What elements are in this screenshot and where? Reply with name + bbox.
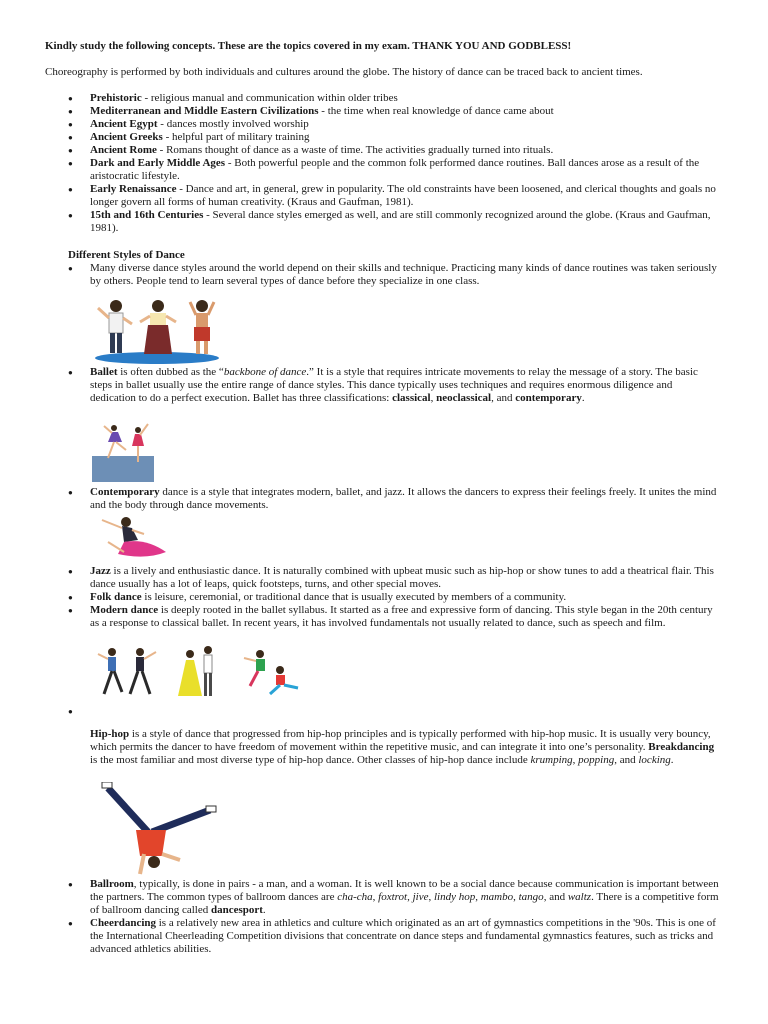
- modern-dance-illustration: [240, 646, 302, 700]
- list-item: ● Early Renaissance - Dance and art, in general, grew in popularity. The old constraints have been loosened, and clerical thoughts and goals no longer govern all forms of human creativity. (Kraus and Gaufman, 1981).: [68, 183, 720, 209]
- hiphop-paragraph: Hip-hop is a style of dance that progressed from hip-hop principles and is typically performed with hip-hop music. It is usually very bouncy, which permits the dancer to have freedom of movement within the repetitive music, and can integrate it into one’s personality. Breakdancing is the most familiar and most diverse type of hip-hop dance. Other classes of hip-hop dance include krumping, popping, and locking.: [90, 728, 715, 766]
- list-item: ● Ballroom, typically, is done in pairs - a man, and a woman. It is well known to be a social dance because communication is important between the partners. The common types of ballroom dances are cha-cha, foxtrot, jive, lindy hop, mambo, tango, and waltz. There is a competitive form of ballroom dancing called dancesport.: [68, 878, 720, 917]
- ballroom-cheer-list: [68, 878, 720, 956]
- list-item: ● 15th and 16th Centuries - Several dance styles emerged as well, and are still commonly recognized around the globe. (Kraus and Gaufman, 1981).: [68, 209, 720, 235]
- list-item: ● Prehistoric - religious manual and communication within older tribes: [68, 92, 720, 105]
- list-item: ● Folk dance is leisure, ceremonial, or traditional dance that is usually executed by members of a community.: [68, 591, 720, 604]
- list-item: ● Cheerdancing is a relatively new area in athletics and culture which originated as an art of gymnastics competitions in the '90s. This is one of the International Cheerleading Competition divisions that concentrate on dance steps and fundamental gymnastics features, such as tricks and advanced athletics abilities.: [68, 917, 720, 956]
- ballet-illustration: [92, 420, 154, 482]
- history-list: [68, 92, 720, 235]
- list-item: ● Ballet is often dubbed as the “backbone of dance.” It is a style that requires intricate movements to relay the message of a story. The basic steps in ballet usually use the entire range of dance styles. This dance typically uses techniques and requires enormous diligence and dedication to do a perfect execution. Ballet has three classifications: classical, neoclassical, and contemporary.: [68, 366, 720, 405]
- list-item: ● Jazz is a lively and enthusiastic dance. It is naturally combined with upbeat music such as hip-hop or show tunes to add a theatrical flair. This dance usually has a lot of leaps, quick footsteps, turns, and other special moves.: [68, 565, 720, 591]
- list-item: ● Modern dance is deeply rooted in the ballet syllabus. It started as a free and expressive form of dancing. This style began in the 20th century as a response to classical ballet. In recent years, it has involved fundamentals not usually related to dance, such as speech and film.: [68, 604, 720, 630]
- list-item: ● Ancient Egypt - dances mostly involved worship: [68, 118, 720, 131]
- contemporary-list: [68, 486, 720, 512]
- list-item: ● Contemporary dance is a style that integrates modern, ballet, and jazz. It allows the dancers to express their feelings freely. It unites the mind and the body through dance movements.: [68, 486, 720, 512]
- list-item: ● Dark and Early Middle Ages - Both powerful people and the common folk performed dance routines. Ball dances arose as a result of the aristocratic lifestyle.: [68, 157, 720, 183]
- jazz-illustration: [94, 644, 160, 700]
- list-item: [68, 705, 720, 718]
- ballet-list: [68, 366, 720, 405]
- list-item: ● Many diverse dance styles around the world depend on their skills and technique. Practicing many kinds of dance routines was taken seriously by others. People tend to learn several types of dance before they specialize in one class.: [68, 262, 720, 288]
- list-item: ● Ancient Rome - Romans thought of dance as a waste of time. The activities gradually turned into rituals.: [68, 144, 720, 157]
- styles-list: [68, 565, 720, 630]
- folk-dance-illustration: [176, 644, 220, 700]
- contemporary-illustration: [96, 512, 170, 562]
- list-item: ● Ancient Greeks - helpful part of military training: [68, 131, 720, 144]
- folk-dancers-illustration: [92, 296, 222, 364]
- list-item: ● Mediterranean and Middle Eastern Civilizations - the time when real knowledge of dance came about: [68, 105, 720, 118]
- styles-heading: Different Styles of Dance: [68, 249, 185, 261]
- breakdancing-illustration: [100, 782, 218, 878]
- intro-paragraph: Choreography is performed by both individuals and cultures around the globe. The history of dance can be traced back to ancient times.: [45, 66, 643, 78]
- styles-intro-list: [68, 262, 720, 288]
- exam-header: Kindly study the following concepts. These are the topics covered in my exam. THANK YOU AND GODBLESS!: [45, 40, 572, 52]
- hiphop-bullet: [68, 705, 720, 718]
